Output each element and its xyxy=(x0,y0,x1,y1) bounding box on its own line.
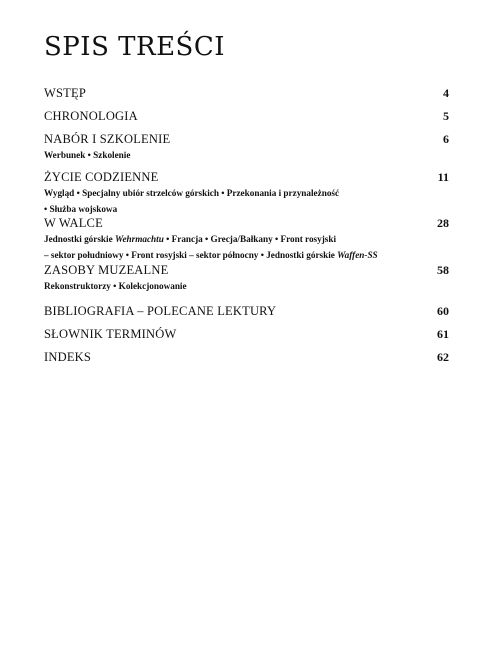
toc-heading: NABÓR I SZKOLENIE xyxy=(44,132,171,146)
toc-page-number: 28 xyxy=(437,216,449,230)
toc-heading: W WALCE xyxy=(44,216,103,230)
toc-page-number: 4 xyxy=(443,86,449,100)
toc-heading: ŻYCIE CODZIENNE xyxy=(44,170,159,184)
toc-subtopics: Werbunek • Szkolenie xyxy=(44,150,131,160)
toc-entry-nabor xyxy=(44,132,449,163)
toc-heading: WSTĘP xyxy=(44,86,86,100)
sub-text: – sektor południowy • Front rosyjski – sektor północny • Jednostki górskie xyxy=(44,250,338,260)
toc-entry-zasoby xyxy=(44,263,449,294)
toc-subtopics: • Służba wojskowa xyxy=(44,204,118,214)
toc-page-number: 58 xyxy=(437,263,449,277)
toc-page-number: 62 xyxy=(437,350,449,364)
toc-heading: BIBLIOGRAFIA – POLECANE LEKTURY xyxy=(44,304,277,318)
page-title: SPIS TREŚCI xyxy=(44,32,226,62)
sub-text-italic: Wehrmachtu xyxy=(114,234,164,244)
toc-subtopics: Wygląd • Specjalny ubiór strzelców górskich • Przekonania i przynależność xyxy=(44,188,340,198)
toc-subtopics: Rekonstruktorzy • Kolekcjonowanie xyxy=(44,281,187,291)
toc-entry-zycie xyxy=(44,170,449,217)
toc-entry-indeks xyxy=(44,350,449,365)
sub-text-italic: Waffen-SS xyxy=(337,250,378,260)
toc-entry-chronologia xyxy=(44,109,449,124)
toc-entry-wstep xyxy=(44,86,449,101)
toc-heading: ZASOBY MUZEALNE xyxy=(44,263,169,277)
toc-subtopics xyxy=(44,232,449,247)
toc-page-number: 61 xyxy=(437,327,449,341)
toc-page-number: 6 xyxy=(443,132,449,146)
toc-subtopics xyxy=(44,248,449,263)
toc-page-number: 11 xyxy=(437,170,449,184)
toc-page-number: 60 xyxy=(437,304,449,318)
toc-entry-w-walce xyxy=(44,216,449,263)
sub-text: Jednostki górskie xyxy=(44,234,115,244)
sub-text: • Francja • Grecja/Bałkany • Front rosyjski xyxy=(163,234,337,244)
toc-entry-bibliografia xyxy=(44,304,449,319)
toc-heading: CHRONOLOGIA xyxy=(44,109,138,123)
toc-heading: SŁOWNIK TERMINÓW xyxy=(44,327,177,341)
toc-page-number: 5 xyxy=(443,109,449,123)
toc-heading: INDEKS xyxy=(44,350,92,364)
toc-entry-slownik xyxy=(44,327,449,342)
